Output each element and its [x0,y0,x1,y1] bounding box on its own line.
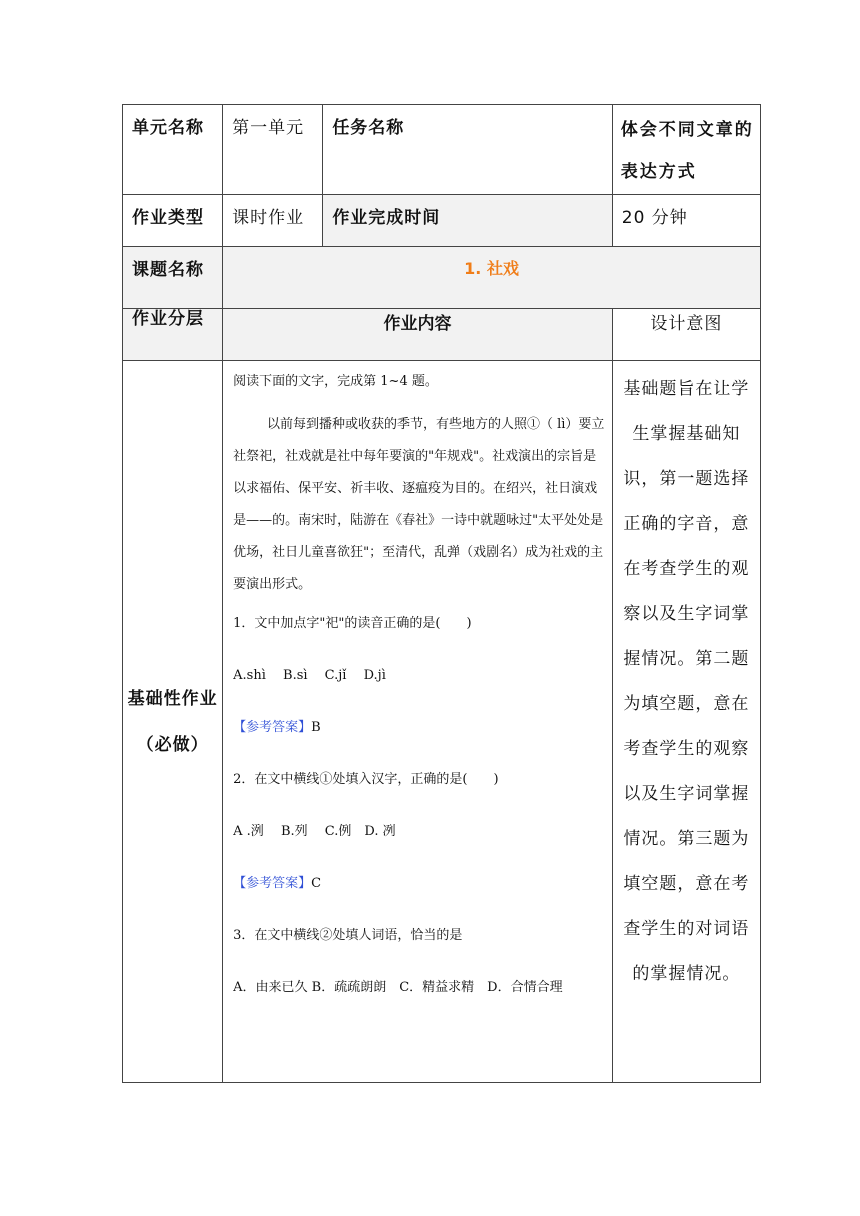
answer-tag: 【参考答案】 [233,876,312,891]
basic-level-text: 基础性作业（必做） [127,688,218,755]
answer-value: C [311,876,322,891]
basic-level-label [123,361,223,1083]
reading-instruction: 阅读下面的文字，完成第 1~4 题。 [233,374,438,389]
lesson-title: 1. 社戏 [223,247,761,309]
unit-label: 单元名称 [123,105,223,195]
question-3: 3．在文中横线②处填人词语，恰当的是 [233,928,463,943]
hw-time-label: 作业完成时间 [323,195,612,247]
answer-value: B [311,720,321,735]
unit-value: 第一单元 [223,105,323,195]
question-1: 1．文中加点字"祀"的读音正确的是( ) [233,616,472,631]
lesson-label: 课题名称 [123,247,223,309]
question-2-answer [233,871,606,897]
hw-time-value: 20 分钟 [612,195,760,247]
hw-type-value: 课时作业 [223,195,323,247]
question-1-options: A.shì B.sì C.jǐ D.jì [233,668,386,683]
hw-type-label: 作业类型 [123,195,223,247]
layer-header: 作业分层 [123,309,223,361]
task-value: 体会不同文章的表达方式 [612,105,760,195]
homework-table [122,104,761,1083]
content-header: 作业内容 [223,309,613,361]
question-2-options: A .洌 B.列 C.例 D. 冽 [233,824,396,839]
basic-content [223,361,613,1083]
question-3-options: A．由来已久 B．疏疏朗朗 C．精益求精 D．合情合理 [233,980,563,995]
design-header: 设计意图 [612,309,760,361]
question-2: 2．在文中横线①处填入汉字，正确的是( ) [233,772,499,787]
reading-passage: 以前每到播种或收获的季节，有些地方的人照①（ lì）要立社祭祀，社戏就是社中每年要演的"年规戏"。社戏演出的宗旨是以求福佑、保平安、祈丰收、逐瘟疫为目的。在绍兴，社日演戏是——的。南宋时，陆游在《春社》一诗中就题咏过"太平处处是优场，社日儿童喜欲狂"；至清代，乱弹（戏剧名）成为社戏的主要演出形式。 [233,417,605,592]
answer-tag: 【参考答案】 [233,720,312,735]
task-label: 任务名称 [323,105,612,195]
design-intent: 基础题旨在让学生掌握基础知识，第一题选择正确的字音，意在考查学生的观察以及生字词掌握情况。第二题为填空题，意在考查学生的观察以及生字词掌握情况。第三题为填空题，意在考查学生的对词语的掌握情况。 [612,361,760,1083]
question-1-answer [233,715,606,741]
